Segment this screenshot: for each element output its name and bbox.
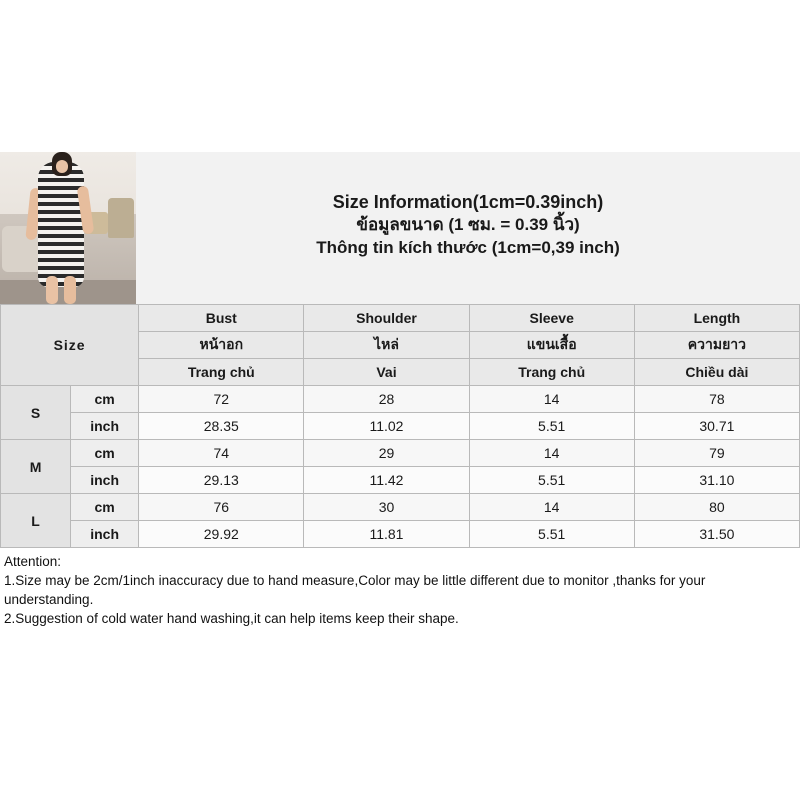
value-shoulder-inch-s: 11.02 xyxy=(304,413,469,440)
col-header-sleeve-en: Sleeve xyxy=(469,305,634,332)
attention-line-1: 1.Size may be 2cm/1inch inaccuracy due to hand measure,Color may be little different due to monitor ,thanks for your understanding. xyxy=(4,573,706,608)
attention-heading: Attention: xyxy=(4,554,62,569)
col-header-bust-en: Bust xyxy=(139,305,304,332)
col-header-bust-th: หน้าอก xyxy=(139,332,304,359)
table-row xyxy=(1,494,800,521)
table-row xyxy=(1,521,800,548)
value-sleeve-inch-l: 5.51 xyxy=(469,521,634,548)
attention-line-2: 2.Suggestion of cold water hand washing,it can help items keep their shape. xyxy=(4,611,459,627)
attention-block xyxy=(0,548,800,629)
col-header-shoulder-th: ไหล่ xyxy=(304,332,469,359)
title-thai: ข้อมูลขนาด (1 ซม. = 0.39 นิ้ว) xyxy=(356,215,580,235)
photo-model-leg-left xyxy=(46,276,58,304)
value-shoulder-cm-l: 30 xyxy=(304,494,469,521)
row-size-label-s: S xyxy=(1,386,71,440)
value-bust-cm-l: 76 xyxy=(139,494,304,521)
col-header-shoulder-en: Shoulder xyxy=(304,305,469,332)
top-white-band xyxy=(0,0,800,152)
value-bust-cm-s: 72 xyxy=(139,386,304,413)
photo-plant xyxy=(108,198,134,238)
unit-inch-l: inch xyxy=(71,521,139,548)
row-size-label-m: M xyxy=(1,440,71,494)
col-header-length-en: Length xyxy=(634,305,799,332)
product-photo xyxy=(0,152,136,304)
value-shoulder-inch-m: 11.42 xyxy=(304,467,469,494)
col-header-shoulder-vi: Vai xyxy=(304,359,469,386)
value-shoulder-inch-l: 11.81 xyxy=(304,521,469,548)
row-size-label-l: L xyxy=(1,494,71,548)
value-sleeve-inch-m: 5.51 xyxy=(469,467,634,494)
title-english: Size Information(1cm=0.39inch) xyxy=(332,191,604,212)
value-sleeve-cm-m: 14 xyxy=(469,440,634,467)
value-length-cm-l: 80 xyxy=(634,494,799,521)
unit-cm-s: cm xyxy=(71,386,139,413)
title-vietnamese: Thông tin kích thước (1cm=0,39 inch) xyxy=(316,238,620,258)
value-shoulder-cm-s: 28 xyxy=(304,386,469,413)
value-length-inch-l: 31.50 xyxy=(634,521,799,548)
col-header-sleeve-vi: Trang chủ xyxy=(469,359,634,386)
value-length-inch-m: 31.10 xyxy=(634,467,799,494)
photo-model-face xyxy=(56,160,68,173)
size-header-cell: Size xyxy=(1,305,139,386)
title-block xyxy=(136,152,800,304)
size-table xyxy=(0,304,800,548)
value-bust-inch-m: 29.13 xyxy=(139,467,304,494)
col-header-length-vi: Chiều dài xyxy=(634,359,799,386)
unit-inch-s: inch xyxy=(71,413,139,440)
table-row xyxy=(1,467,800,494)
value-shoulder-cm-m: 29 xyxy=(304,440,469,467)
table-row xyxy=(1,413,800,440)
value-bust-cm-m: 74 xyxy=(139,440,304,467)
table-header-row-en xyxy=(1,305,800,332)
table-row xyxy=(1,440,800,467)
col-header-sleeve-th: แขนเสื้อ xyxy=(469,332,634,359)
unit-cm-m: cm xyxy=(71,440,139,467)
value-bust-inch-s: 28.35 xyxy=(139,413,304,440)
unit-inch-m: inch xyxy=(71,467,139,494)
col-header-bust-vi: Trang chủ xyxy=(139,359,304,386)
bottom-white-band xyxy=(0,629,800,749)
value-sleeve-cm-s: 14 xyxy=(469,386,634,413)
value-sleeve-inch-s: 5.51 xyxy=(469,413,634,440)
value-length-cm-m: 79 xyxy=(634,440,799,467)
value-sleeve-cm-l: 14 xyxy=(469,494,634,521)
value-length-inch-s: 30.71 xyxy=(634,413,799,440)
value-length-cm-s: 78 xyxy=(634,386,799,413)
table-row xyxy=(1,386,800,413)
col-header-length-th: ความยาว xyxy=(634,332,799,359)
value-bust-inch-l: 29.92 xyxy=(139,521,304,548)
unit-cm-l: cm xyxy=(71,494,139,521)
photo-model-leg-right xyxy=(64,276,76,304)
photo-model-dress xyxy=(38,162,84,287)
header-row xyxy=(0,152,800,304)
